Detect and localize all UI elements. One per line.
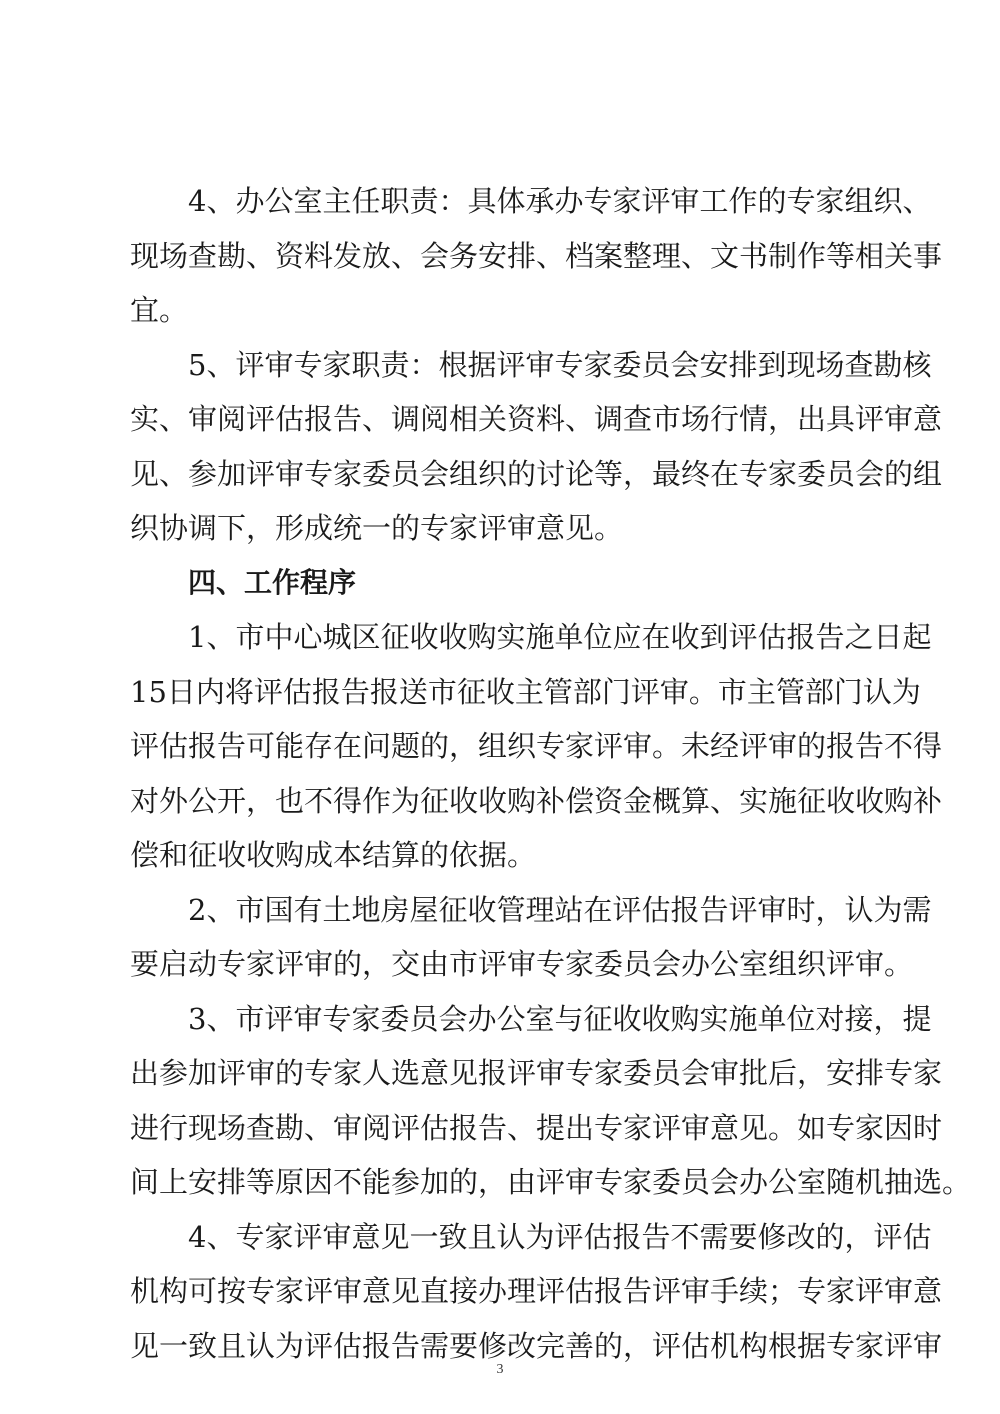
paragraph-line: 现场查勘、资料发放、会务安排、档案整理、文书制作等相关事 — [130, 239, 943, 273]
page-number: 3 — [496, 1362, 504, 1377]
paragraph-line: 15日内将评估报告报送市征收主管部门评审。市主管部门认为 — [130, 675, 921, 709]
paragraph-line: 间上安排等原因不能参加的，由评审专家委员会办公室随机抽选。 — [130, 1165, 972, 1199]
paragraph-line: 见一致且认为评估报告需要修改完善的，评估机构根据专家评审 — [130, 1329, 943, 1363]
paragraph-line: 4、专家评审意见一致且认为评估报告不需要修改的，评估 — [188, 1220, 932, 1254]
paragraph-line: 评估报告可能存在问题的，组织专家评审。未经评审的报告不得 — [130, 729, 943, 763]
paragraph-line: 对外公开，也不得作为征收收购补偿资金概算、实施征收收购补 — [130, 784, 943, 818]
paragraph-line: 偿和征收收购成本结算的依据。 — [130, 838, 537, 872]
paragraph-line: 出参加评审的专家人选意见报评审专家委员会审批后，安排专家 — [130, 1056, 943, 1090]
paragraph-line: 进行现场查勘、审阅评估报告、提出专家评审意见。如专家因时 — [130, 1111, 943, 1145]
paragraph-line: 4、办公室主任职责：具体承办专家评审工作的专家组织、 — [188, 184, 932, 218]
section-heading: 四、工作程序 — [188, 566, 357, 599]
paragraph-line: 实、审阅评估报告、调阅相关资料、调查市场行情，出具评审意 — [130, 402, 943, 436]
paragraph-line: 1、市中心城区征收收购实施单位应在收到评估报告之日起 — [188, 620, 932, 654]
paragraph-line: 见、参加评审专家委员会组织的讨论等，最终在专家委员会的组 — [130, 457, 943, 491]
paragraph-line: 要启动专家评审的，交由市评审专家委员会办公室组织评审。 — [130, 947, 914, 981]
paragraph-line: 3、市评审专家委员会办公室与征收收购实施单位对接，提 — [188, 1002, 932, 1036]
paragraph-line: 织协调下，形成统一的专家评审意见。 — [130, 511, 624, 545]
paragraph-line: 机构可按专家评审意见直接办理评估报告评审手续；专家评审意 — [130, 1274, 943, 1308]
paragraph-line: 5、评审专家职责：根据评审专家委员会安排到现场查勘核 — [188, 348, 932, 382]
paragraph-line: 2、市国有土地房屋征收管理站在评估报告评审时，认为需 — [188, 893, 932, 927]
paragraph-line: 宜。 — [130, 293, 189, 327]
